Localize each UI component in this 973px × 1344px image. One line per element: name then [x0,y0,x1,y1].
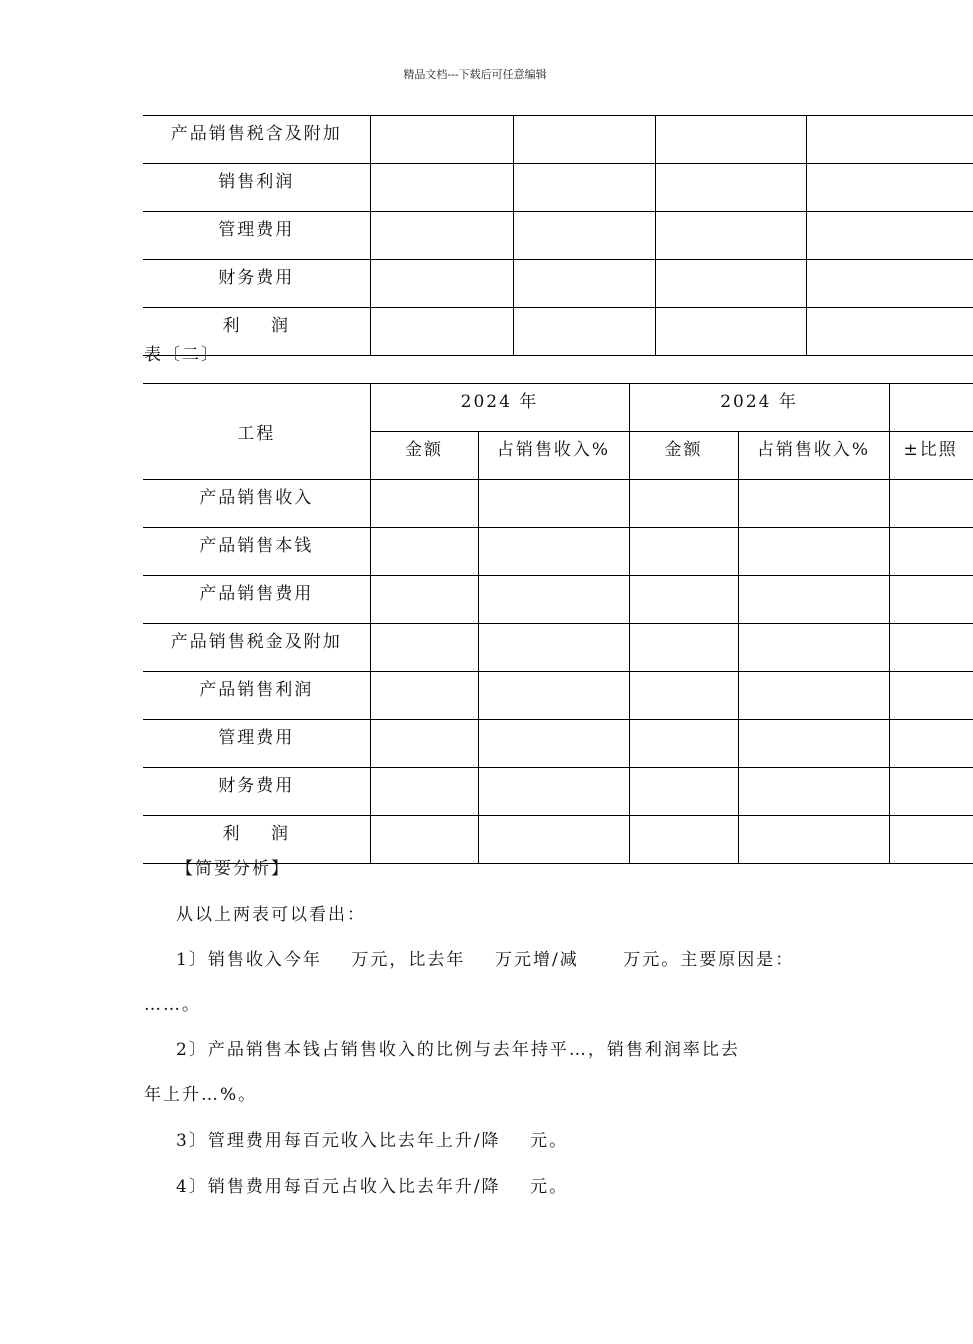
table-one [143,115,973,356]
table-header-row [143,384,973,432]
table-cell [478,528,629,576]
table-cell [806,116,973,164]
table-cell [370,672,478,720]
row-label: 管理费用 [143,720,370,768]
table-cell [629,480,738,528]
page-header: 精品文档---下载后可任意编辑 [403,68,547,81]
analysis-point-2: 2〕产品销售本钱占销售收入的比例与去年持平…，销售利润率比去 [176,1040,740,1060]
table-cell [478,768,629,816]
table-cell [655,164,806,212]
row-label: 利 润 [143,816,370,864]
table-cell [629,768,738,816]
table-row [143,528,973,576]
table-row [143,576,973,624]
table-cell [889,624,973,672]
column-header-amount: 金额 [370,432,478,480]
table-row [143,164,973,212]
table-cell [738,720,889,768]
table-cell [889,720,973,768]
table-cell [629,672,738,720]
row-label: 利 润 [143,308,370,356]
column-header-amount: 金额 [629,432,738,480]
table-row [143,672,973,720]
table-cell [478,480,629,528]
analysis-point-2-cont: 年上升…%。 [144,1085,258,1105]
table-cell [478,672,629,720]
table-cell [478,624,629,672]
table-cell [478,720,629,768]
table-row [143,720,973,768]
row-label: 产品销售税金及附加 [143,624,370,672]
row-label: 管理费用 [143,212,370,260]
row-label: 产品销售收入 [143,480,370,528]
table-two [143,383,973,864]
table-row [143,768,973,816]
table-caption: 表〔二〕 [144,345,220,365]
table-cell [370,576,478,624]
column-header-percent: 占销售收入% [738,432,889,480]
table-cell [738,768,889,816]
table-cell [513,164,655,212]
table-cell [370,528,478,576]
table-cell [629,576,738,624]
table-cell [370,164,513,212]
table-cell [738,816,889,864]
table-row [143,308,973,356]
table-cell [370,720,478,768]
table-cell [738,672,889,720]
column-header-percent: 占销售收入% [478,432,629,480]
table-cell [478,816,629,864]
table-cell [738,528,889,576]
table-cell [889,576,973,624]
table-cell [370,816,478,864]
analysis-point-4: 4〕销售费用每百元占收入比去年升/降 元。 [176,1177,569,1197]
table-cell [806,212,973,260]
table-cell [370,768,478,816]
table-cell [889,480,973,528]
table-cell [370,116,513,164]
table-cell [655,212,806,260]
table-cell [889,528,973,576]
table-cell [806,260,973,308]
analysis-point-3: 3〕管理费用每百元收入比去年上升/降 元。 [176,1131,569,1151]
table-cell [629,720,738,768]
analysis-intro: 从以上两表可以看出： [176,905,366,925]
table-cell [370,308,513,356]
table-cell [655,308,806,356]
table-row [143,260,973,308]
table-cell [370,212,513,260]
table-cell [806,164,973,212]
row-label: 产品销售费用 [143,576,370,624]
table-cell [889,768,973,816]
column-header-compare: ±比照 [889,432,973,480]
table-cell [629,816,738,864]
analysis-point-1-cont: ……。 [144,995,201,1015]
table-row [143,624,973,672]
table-cell [370,624,478,672]
column-header-year: 2024 年 [370,384,629,432]
analysis-point-1: 1〕销售收入今年 万元，比去年 万元增/减 万元。主要原因是： [176,950,795,970]
table-cell [738,624,889,672]
table-cell [513,116,655,164]
table-cell [513,308,655,356]
analysis-title: 【简要分析】 [176,859,290,879]
table-cell [655,260,806,308]
row-label: 财务费用 [143,768,370,816]
table-cell [738,480,889,528]
column-header-blank [889,384,973,432]
row-label: 财务费用 [143,260,370,308]
table-cell [738,576,889,624]
table-cell [513,212,655,260]
table-row [143,212,973,260]
table-cell [655,116,806,164]
table-cell [629,528,738,576]
table-cell [370,480,478,528]
row-label: 产品销售利润 [143,672,370,720]
table-cell [806,308,973,356]
table-cell [370,260,513,308]
row-label: 产品销售税含及附加 [143,116,370,164]
table-cell [889,816,973,864]
column-header-year: 2024 年 [629,384,889,432]
row-label: 产品销售本钱 [143,528,370,576]
table-cell [513,260,655,308]
table-row [143,480,973,528]
table-cell [478,576,629,624]
table-row [143,116,973,164]
row-label: 销售利润 [143,164,370,212]
table-cell [889,672,973,720]
table-cell [629,624,738,672]
column-header-item: 工程 [143,384,370,480]
